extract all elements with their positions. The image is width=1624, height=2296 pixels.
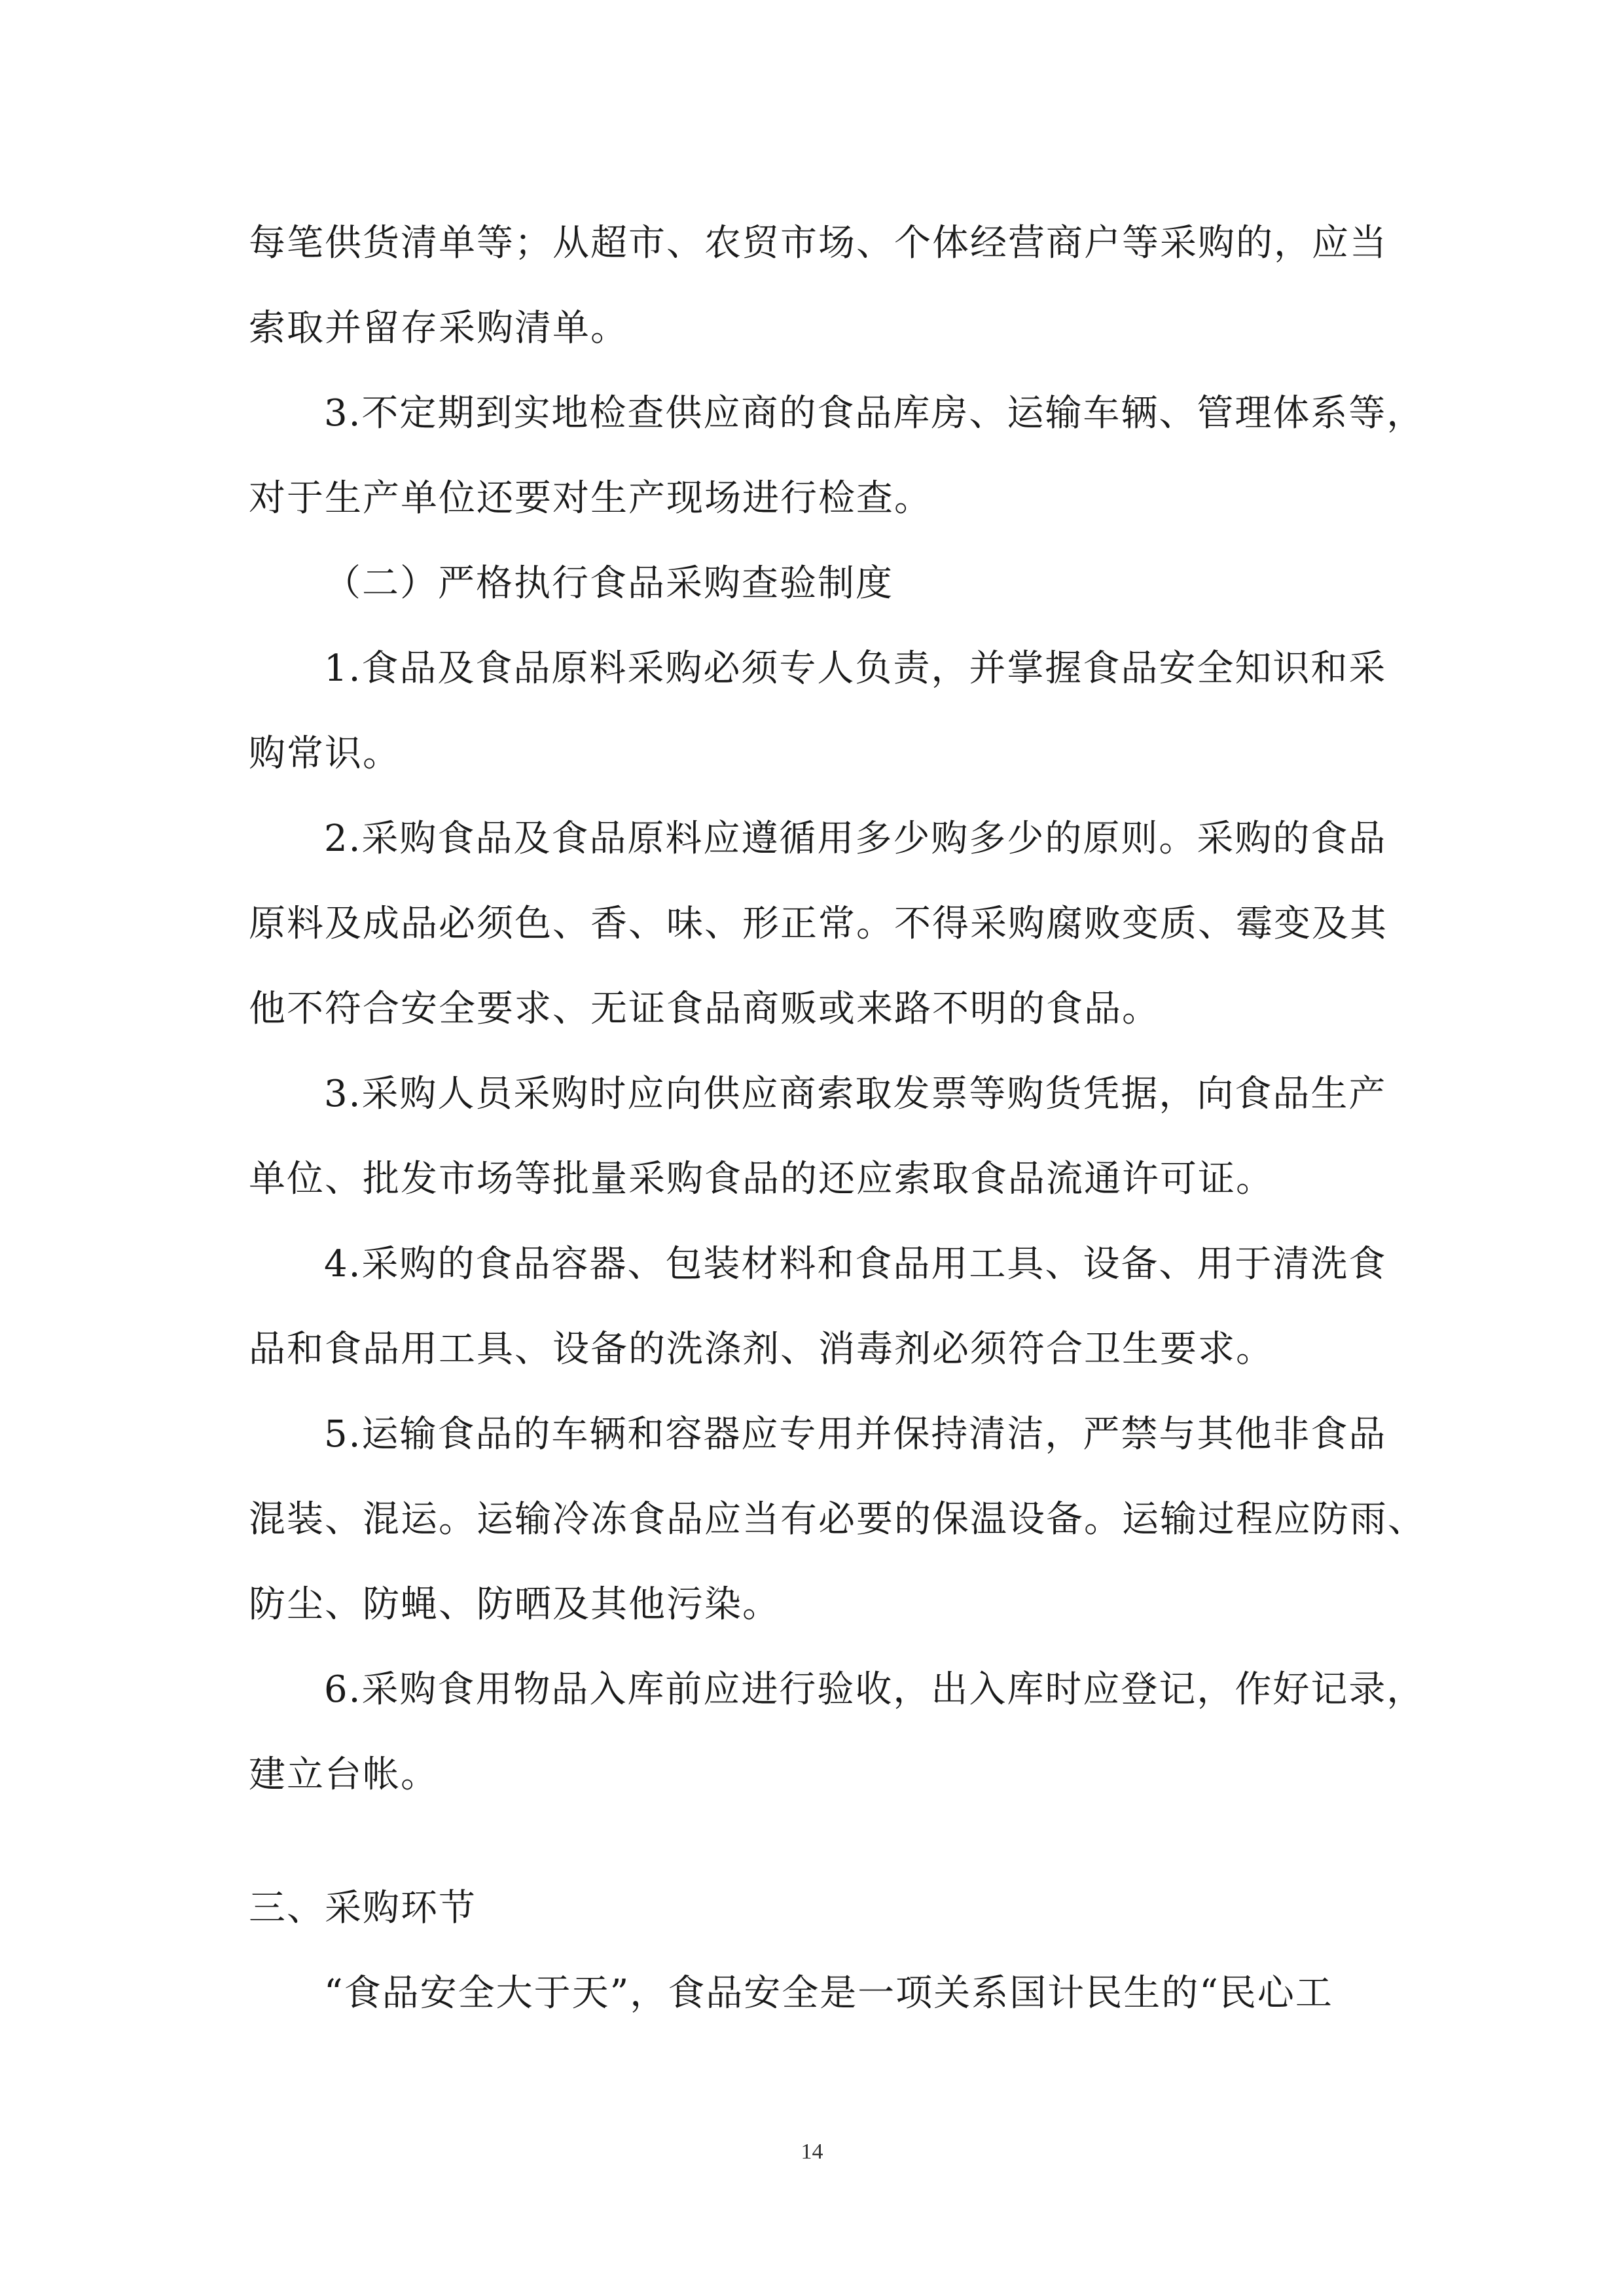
- section-subheading: （二）严格执行食品采购查验制度: [324, 562, 893, 605]
- paragraph-line: 防尘、防蝇、防晒及其他污染。: [249, 1583, 780, 1626]
- paragraph-line: 6.采购食用物品入库前应进行验收，出入库时应登记，作好记录，: [324, 1668, 1425, 1711]
- paragraph-line: 4.采购的食品容器、包装材料和食品用工具、设备、用于清洗食: [324, 1243, 1387, 1285]
- paragraph-line: 原料及成品必须色、香、味、形正常。不得采购腐败变质、霉变及其: [249, 903, 1388, 945]
- paragraph-line: 每笔供货清单等；从超市、农贸市场、个体经营商户等采购的，应当: [249, 222, 1388, 264]
- paragraph-line: 3.不定期到实地检查供应商的食品库房、运输车辆、管理体系等，: [324, 392, 1425, 435]
- paragraph-line: 单位、批发市场等批量采购食品的还应索取食品流通许可证。: [249, 1158, 1274, 1200]
- paragraph-line: 5.运输食品的车辆和容器应专用并保持清洁，严禁与其他非食品: [324, 1413, 1387, 1456]
- page-number: 14: [801, 2140, 823, 2164]
- paragraph-line: 他不符合安全要求、无证食品商贩或来路不明的食品。: [249, 988, 1160, 1030]
- paragraph-line: 3.采购人员采购时应向供应商索取发票等购货凭据，向食品生产: [324, 1073, 1387, 1115]
- paragraph-line: “食品安全大于天”，食品安全是一项关系国计民生的“民心工: [324, 1972, 1333, 2015]
- paragraph-line: 建立台帐。: [249, 1753, 439, 1796]
- section-heading: 三、采购环节: [249, 1887, 477, 1929]
- paragraph-line: 对于生产单位还要对生产现场进行检查。: [249, 477, 932, 520]
- paragraph-line: 混装、混运。运输冷冻食品应当有必要的保温设备。运输过程应防雨、: [249, 1498, 1426, 1541]
- paragraph-line: 索取并留存采购清单。: [249, 307, 628, 350]
- paragraph-line: 品和食品用工具、设备的洗涤剂、消毒剂必须符合卫生要求。: [249, 1328, 1274, 1371]
- paragraph-line: 购常识。: [249, 732, 401, 775]
- paragraph-line: 1.食品及食品原料采购必须专人负责，并掌握食品安全知识和采: [324, 647, 1387, 690]
- paragraph-line: 2.采购食品及食品原料应遵循用多少购多少的原则。采购的食品: [324, 817, 1387, 860]
